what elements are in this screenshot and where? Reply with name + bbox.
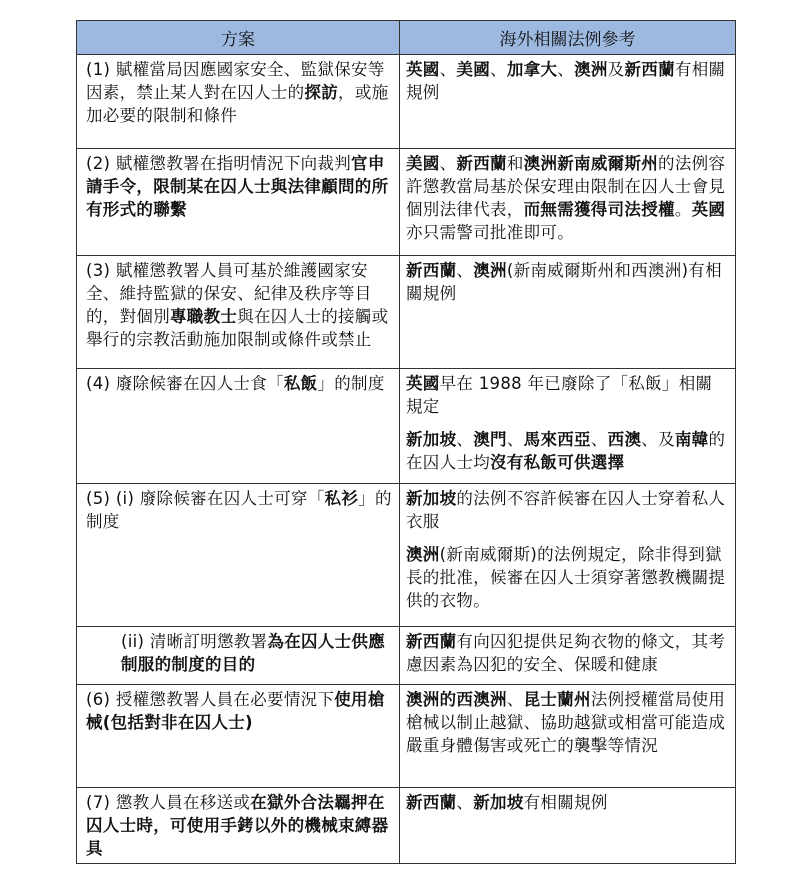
- bold-text: 新西蘭: [406, 261, 457, 280]
- proposal-text: [86, 152, 393, 221]
- reference-cell: [400, 788, 736, 864]
- text-run: 的法例不容許候審在囚人士穿着私人衣服: [406, 489, 726, 531]
- reference-paragraph: [406, 791, 729, 814]
- text-run: 的法例容許懲教當局基於保安理由限制在囚人士會見個別法律代表，: [406, 154, 726, 219]
- bold-text: 澳洲: [406, 545, 440, 564]
- text-run: 亦只需警司批准即可。: [406, 223, 574, 242]
- text-run: (6) 授權懲教署人員在必要情況下: [86, 690, 335, 709]
- bold-text: 私飯: [283, 374, 318, 393]
- proposal-cell: [77, 788, 400, 864]
- table-row: [77, 149, 736, 256]
- bold-text: 在獄外合法羈押在囚人士時，可使用手銬以外的機械束縛器具: [86, 793, 389, 858]
- proposal-text: [86, 487, 393, 533]
- reference-paragraph: [406, 58, 729, 104]
- text-run: 法例授權當局使用槍械以制止越獄、協助越獄或相當可能造成嚴重身體傷害或死亡的襲擊等情況: [406, 690, 726, 755]
- reference-cell: [400, 256, 736, 369]
- reference-paragraph: [406, 630, 729, 676]
- bold-text: 探訪: [304, 83, 339, 102]
- table-row: [77, 484, 736, 627]
- bold-text: 沒有私飯可供選擇: [490, 453, 625, 472]
- bold-text: 加拿大: [506, 60, 558, 79]
- bold-text: 新加坡: [406, 430, 457, 449]
- proposal-cell: [77, 627, 400, 685]
- reference-paragraph: [406, 487, 729, 533]
- bold-text: 澳洲新南威爾斯州: [523, 154, 659, 173]
- header-overseas-reference: 海外相關法例參考: [400, 21, 736, 55]
- reference-cell: [400, 369, 736, 484]
- proposal-cell: [77, 685, 400, 788]
- text-run: 的在囚人士均: [406, 430, 726, 472]
- reference-cell: [400, 55, 736, 149]
- bold-text: 官申請手令，限制某在囚人士與法律顧問的所有形式的聯繫: [86, 154, 389, 219]
- proposal-text: [86, 791, 393, 860]
- table-row: [77, 256, 736, 369]
- text-run: 有相關規例: [523, 793, 608, 812]
- text-run: 有向囚犯提供足夠衣物的條文，其考慮因素為囚犯的安全、保暖和健康: [406, 632, 726, 674]
- text-run: 有相關規例: [406, 60, 726, 102]
- text-run: (新南威爾斯州和西澳洲)有相關規例: [406, 261, 722, 303]
- proposal-cell: [77, 369, 400, 484]
- text-run: (4) 廢除候審在囚人士食「: [86, 374, 284, 393]
- text-run: 、: [590, 430, 608, 449]
- text-run: 、: [506, 430, 524, 449]
- text-run: 、: [439, 60, 457, 79]
- bold-text: 美國: [406, 154, 440, 173]
- text-run: 早在 1988 年已廢除了「私飯」相關規定: [406, 374, 713, 416]
- text-run: 」的制度: [86, 489, 392, 531]
- reference-paragraph: [406, 259, 729, 305]
- bold-text: 新加坡: [473, 793, 524, 812]
- text-run: 、: [456, 430, 474, 449]
- text-run: (ii) 清晰訂明懲教署: [121, 632, 268, 651]
- text-run: 、: [456, 793, 474, 812]
- bold-text: 昆士蘭州: [523, 690, 591, 709]
- reference-cell: [400, 685, 736, 788]
- reference-cell: [400, 149, 736, 256]
- header-proposal: 方案: [77, 21, 400, 55]
- text-run: (新南威爾斯)的法例規定，除非得到獄長的批准，候審在囚人士須穿著懲教機關提供的衣物。: [406, 545, 726, 610]
- bold-text: 新加坡: [406, 489, 457, 508]
- proposal-cell: [77, 484, 400, 627]
- text-run: 」的制度: [317, 374, 385, 393]
- header-row: [77, 21, 736, 55]
- text-run: (2) 賦權懲教署在指明情況下向裁判: [86, 154, 352, 173]
- proposal-text: [86, 58, 393, 127]
- bold-text: 為在囚人士供應制服的制度的目的: [121, 632, 385, 674]
- bold-text: 西澳: [607, 430, 642, 449]
- reference-cell: [400, 627, 736, 685]
- text-run: 與在囚人士的接觸或舉行的宗教活動施加限制或條件或禁止: [86, 307, 389, 349]
- reference-paragraph: [406, 152, 729, 244]
- proposal-text: [86, 688, 393, 734]
- text-run: 和: [506, 154, 524, 173]
- bold-text: 英國: [406, 374, 440, 393]
- proposal-cell: [77, 256, 400, 369]
- bold-text: 英國: [406, 60, 440, 79]
- table-row: [77, 788, 736, 864]
- bold-text: 新西蘭: [624, 60, 675, 79]
- table-row: [77, 55, 736, 149]
- text-run: (3) 賦權懲教署人員可基於維護國家安全、維持監獄的保安、紀律及秩序等目的，對個別: [86, 261, 372, 326]
- table-row: [77, 369, 736, 484]
- bold-text: 新西蘭: [406, 793, 457, 812]
- bold-text: 使用槍械(包括對非在囚人士): [86, 690, 385, 732]
- bold-text: 馬來西亞: [523, 430, 591, 449]
- bold-text: 新西蘭: [406, 632, 457, 651]
- text-run: (1) 賦權當局因應國家安全、監獄保安等因素，禁止某人對在囚人士的: [86, 60, 385, 102]
- table-body: [77, 55, 736, 864]
- reference-cell: [400, 484, 736, 627]
- reference-paragraph: [406, 428, 729, 474]
- text-run: 及: [607, 60, 625, 79]
- table-row: [77, 627, 736, 685]
- reference-paragraph: [406, 688, 729, 757]
- bold-text: 澳洲: [574, 60, 608, 79]
- bold-text: 專職教士: [170, 307, 238, 326]
- bold-text: 澳洲: [473, 261, 507, 280]
- text-run: ，或施加必要的限制和條件: [86, 83, 389, 125]
- bold-text: 澳門: [473, 430, 507, 449]
- reference-paragraph: [406, 543, 729, 612]
- bold-text: 新西蘭: [456, 154, 507, 173]
- text-run: 、: [439, 154, 457, 173]
- bold-text: 私衫: [324, 489, 359, 508]
- bold-text: 英國: [691, 200, 726, 219]
- bold-text: 而無需獲得司法授權: [523, 200, 675, 219]
- text-run: 、: [490, 60, 507, 79]
- proposal-cell: [77, 55, 400, 149]
- text-run: 、: [456, 261, 474, 280]
- reference-paragraph: [406, 372, 729, 418]
- text-run: (7) 懲教人員在移送或: [86, 793, 251, 812]
- proposal-cell: [77, 149, 400, 256]
- text-run: 。: [674, 200, 692, 219]
- comparison-table: [76, 20, 736, 864]
- proposal-text: [121, 630, 393, 676]
- bold-text: 南韓: [674, 430, 709, 449]
- bold-text: 澳洲的西澳洲: [406, 690, 507, 709]
- table-row: [77, 685, 736, 788]
- text-run: (5) (i) 廢除候審在囚人士可穿「: [86, 489, 325, 508]
- text-run: 、: [557, 60, 575, 79]
- proposal-text: [86, 372, 393, 395]
- text-run: 、及: [641, 430, 675, 449]
- bold-text: 美國: [456, 60, 491, 79]
- text-run: 、: [506, 690, 524, 709]
- proposal-text: [86, 259, 393, 351]
